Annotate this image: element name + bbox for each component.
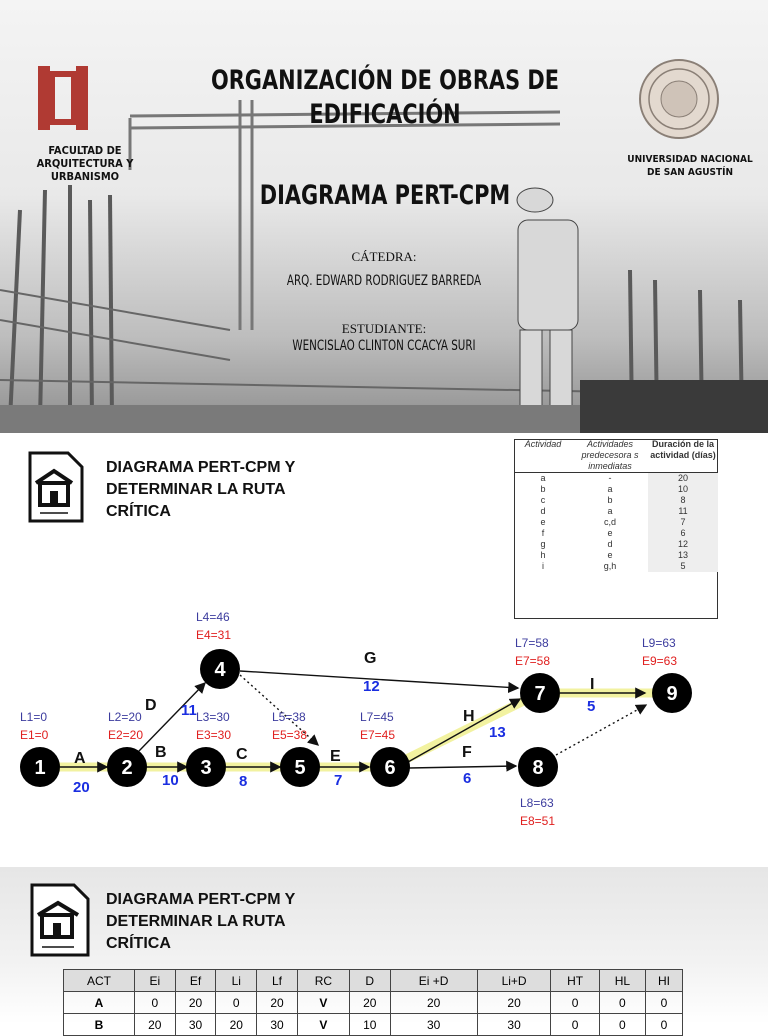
node-late-time: L4=46 bbox=[196, 610, 230, 624]
node-2 bbox=[107, 747, 147, 787]
node-late-time: L5=38 bbox=[272, 710, 306, 724]
table-header: HI bbox=[646, 970, 683, 992]
table-cell: 20 bbox=[477, 992, 551, 1014]
node-7 bbox=[520, 673, 560, 713]
node-early-time: E1=0 bbox=[20, 728, 49, 742]
table-cell: 20 bbox=[216, 1014, 257, 1036]
table-cell: 0 bbox=[134, 992, 175, 1014]
activity-duration: 12 bbox=[648, 539, 718, 550]
table-header: Ef bbox=[175, 970, 216, 992]
node-4 bbox=[200, 649, 240, 689]
table-cell: 20 bbox=[257, 992, 298, 1014]
table-cell: V bbox=[297, 992, 349, 1014]
table-cell: 30 bbox=[257, 1014, 298, 1036]
table-cell: V bbox=[297, 1014, 349, 1036]
table-cell: 0 bbox=[646, 1014, 683, 1036]
node-late-time: L9=63 bbox=[642, 636, 676, 650]
activity-predecessors: a bbox=[607, 484, 613, 494]
node-early-time: E7=45 bbox=[360, 728, 396, 742]
edge-duration-h: 13 bbox=[489, 724, 506, 741]
student-label: ESTUDIANTE: bbox=[341, 321, 427, 336]
activity-predecessors: c,d bbox=[603, 517, 616, 527]
activity-predecessors: a bbox=[607, 506, 613, 516]
activity-code: e bbox=[540, 517, 546, 527]
node-number: 4 bbox=[214, 659, 226, 681]
edge-label-f: F bbox=[462, 744, 472, 761]
table-cell: B bbox=[64, 1014, 135, 1036]
node-8 bbox=[518, 747, 558, 787]
table-header: Ei +D bbox=[390, 970, 477, 992]
cover-slide bbox=[0, 0, 768, 433]
table-cell: 0 bbox=[551, 992, 599, 1014]
faculty-logo bbox=[36, 64, 90, 132]
blueprint-house-icon bbox=[28, 883, 90, 957]
activity-duration: 13 bbox=[648, 550, 718, 561]
dummy-edge-8-9 bbox=[556, 705, 646, 755]
edge-label-h: H bbox=[463, 708, 475, 725]
node-early-time: E4=31 bbox=[196, 628, 232, 642]
table-cell: 30 bbox=[175, 1014, 216, 1036]
table-header: Li bbox=[216, 970, 257, 992]
table-header: D bbox=[349, 970, 390, 992]
activity-duration: 10 bbox=[648, 484, 718, 495]
catedra-name: ARQ. EDWARD RODRIGUEZ BARREDA bbox=[286, 273, 482, 289]
node-5 bbox=[280, 747, 320, 787]
activity-predecessors: e bbox=[607, 550, 613, 560]
activity-duration: 7 bbox=[648, 517, 718, 528]
slide-subtitle: DIAGRAMA PERT-CPM bbox=[259, 180, 511, 211]
node-late-time: L7=45 bbox=[360, 710, 394, 724]
table-cell: 0 bbox=[599, 1014, 645, 1036]
table-cell: 20 bbox=[390, 992, 477, 1014]
node-number: 2 bbox=[121, 757, 133, 779]
table-cell: 0 bbox=[551, 1014, 599, 1036]
activity-predecessors: g,h bbox=[603, 561, 617, 571]
table-cell: 20 bbox=[175, 992, 216, 1014]
table-cell: 0 bbox=[646, 992, 683, 1014]
node-number: 5 bbox=[294, 757, 306, 779]
col-predecesoras: Actividades predecesora s inmediatas bbox=[572, 439, 648, 473]
activity-code: c bbox=[540, 495, 546, 505]
node-early-time: E3=30 bbox=[196, 728, 232, 742]
catedra-label: CÁTEDRA: bbox=[351, 249, 417, 264]
node-late-time: L8=63 bbox=[520, 796, 554, 810]
node-6 bbox=[370, 747, 410, 787]
node-3 bbox=[186, 747, 226, 787]
table-cell: 30 bbox=[390, 1014, 477, 1036]
activity-predecessors: - bbox=[608, 473, 612, 483]
student-name: WENCISLAO CLINTON CCACYA SURI bbox=[292, 338, 476, 354]
edge-label-b: B bbox=[155, 744, 167, 761]
edge-duration-f: 6 bbox=[463, 770, 472, 787]
table-header: ACT bbox=[64, 970, 135, 992]
activity-code: f bbox=[541, 528, 545, 538]
edge-duration-d: 11 bbox=[181, 702, 197, 719]
table-header: Ei bbox=[134, 970, 175, 992]
critical-path-table bbox=[63, 969, 683, 1036]
node-9 bbox=[652, 673, 692, 713]
node-early-time: E2=20 bbox=[108, 728, 144, 742]
table-cell: 0 bbox=[599, 992, 645, 1014]
edge-label-c: C bbox=[236, 746, 248, 763]
activity-code: b bbox=[540, 484, 546, 494]
table-header: HL bbox=[599, 970, 645, 992]
table-cell: 20 bbox=[134, 1014, 175, 1036]
edge-label-d: D bbox=[145, 697, 157, 714]
col-actividad: Actividad bbox=[514, 439, 572, 473]
activity-code: h bbox=[540, 550, 546, 560]
node-1 bbox=[20, 747, 60, 787]
slide-heading: DIAGRAMA PERT-CPM Y DETERMINAR LA RUTA CRÍTICA bbox=[106, 891, 296, 952]
pert-network-diagram bbox=[0, 435, 768, 865]
edge-duration-a: 20 bbox=[73, 779, 90, 796]
node-late-time: L7=58 bbox=[515, 636, 549, 650]
activity-code: g bbox=[540, 539, 546, 549]
table-row bbox=[64, 992, 683, 1014]
critical-path-table-slide bbox=[0, 867, 768, 1032]
edge-duration-g: 12 bbox=[363, 678, 380, 695]
table-header: HT bbox=[551, 970, 599, 992]
edge-duration-c: 8 bbox=[239, 773, 248, 790]
node-late-time: L3=30 bbox=[196, 710, 230, 724]
edge-label-i: I bbox=[590, 676, 595, 693]
node-late-time: L1=0 bbox=[20, 710, 48, 724]
table-header: Li+D bbox=[477, 970, 551, 992]
node-early-time: E5=38 bbox=[272, 728, 308, 742]
col-duracion: Duración de la actividad (días) bbox=[648, 439, 718, 473]
edge-duration-i: 5 bbox=[587, 698, 596, 715]
table-cell: 10 bbox=[349, 1014, 390, 1036]
activity-duration: 8 bbox=[648, 495, 718, 506]
faculty-name: FACULTAD DE ARQUITECTURA Y URBANISMO bbox=[36, 144, 134, 183]
activity-predecessors: d bbox=[607, 539, 613, 549]
edge-label-g: G bbox=[364, 650, 377, 667]
table-cell: 20 bbox=[349, 992, 390, 1014]
activity-code: d bbox=[540, 506, 546, 516]
activity-duration: 20 bbox=[648, 473, 718, 485]
node-number: 6 bbox=[384, 757, 396, 779]
table-cell: 30 bbox=[477, 1014, 551, 1036]
node-number: 3 bbox=[200, 757, 212, 779]
table-header: RC bbox=[297, 970, 349, 992]
university-name: UNIVERSIDAD NACIONAL DE SAN AGUSTÍN bbox=[627, 154, 753, 178]
activity-code: i bbox=[542, 561, 544, 571]
node-early-time: E9=63 bbox=[642, 654, 678, 668]
edge-label-e: E bbox=[330, 748, 341, 765]
pert-network-slide bbox=[0, 435, 768, 865]
slide-heading: DIAGRAMA PERT-CPM Y DETERMINAR LA RUTA CRÍTICA bbox=[106, 459, 296, 520]
table-row bbox=[64, 1014, 683, 1036]
node-number: 7 bbox=[534, 683, 546, 705]
course-title: ORGANIZACIÓN DE OBRAS DE EDIFICACIÓN bbox=[210, 65, 560, 130]
node-early-time: E7=58 bbox=[515, 654, 551, 668]
activity-code: a bbox=[540, 473, 546, 483]
node-late-time: L2=20 bbox=[108, 710, 142, 724]
edge-duration-b: 10 bbox=[162, 772, 179, 789]
edge-f bbox=[409, 766, 516, 768]
activity-duration: 5 bbox=[648, 561, 718, 572]
edge-duration-e: 7 bbox=[334, 772, 343, 789]
table-header: Lf bbox=[257, 970, 298, 992]
node-number: 1 bbox=[34, 757, 46, 779]
university-seal bbox=[638, 58, 720, 140]
activity-duration: 11 bbox=[648, 506, 718, 517]
activity-predecessors: e bbox=[607, 528, 613, 538]
table-cell: A bbox=[64, 992, 135, 1014]
node-early-time: E8=51 bbox=[520, 814, 556, 828]
table-cell: 0 bbox=[216, 992, 257, 1014]
activity-predecessors: b bbox=[607, 495, 613, 505]
activity-duration: 6 bbox=[648, 528, 718, 539]
node-number: 8 bbox=[532, 757, 544, 779]
node-number: 9 bbox=[666, 683, 678, 705]
edge-label-a: A bbox=[74, 750, 86, 767]
